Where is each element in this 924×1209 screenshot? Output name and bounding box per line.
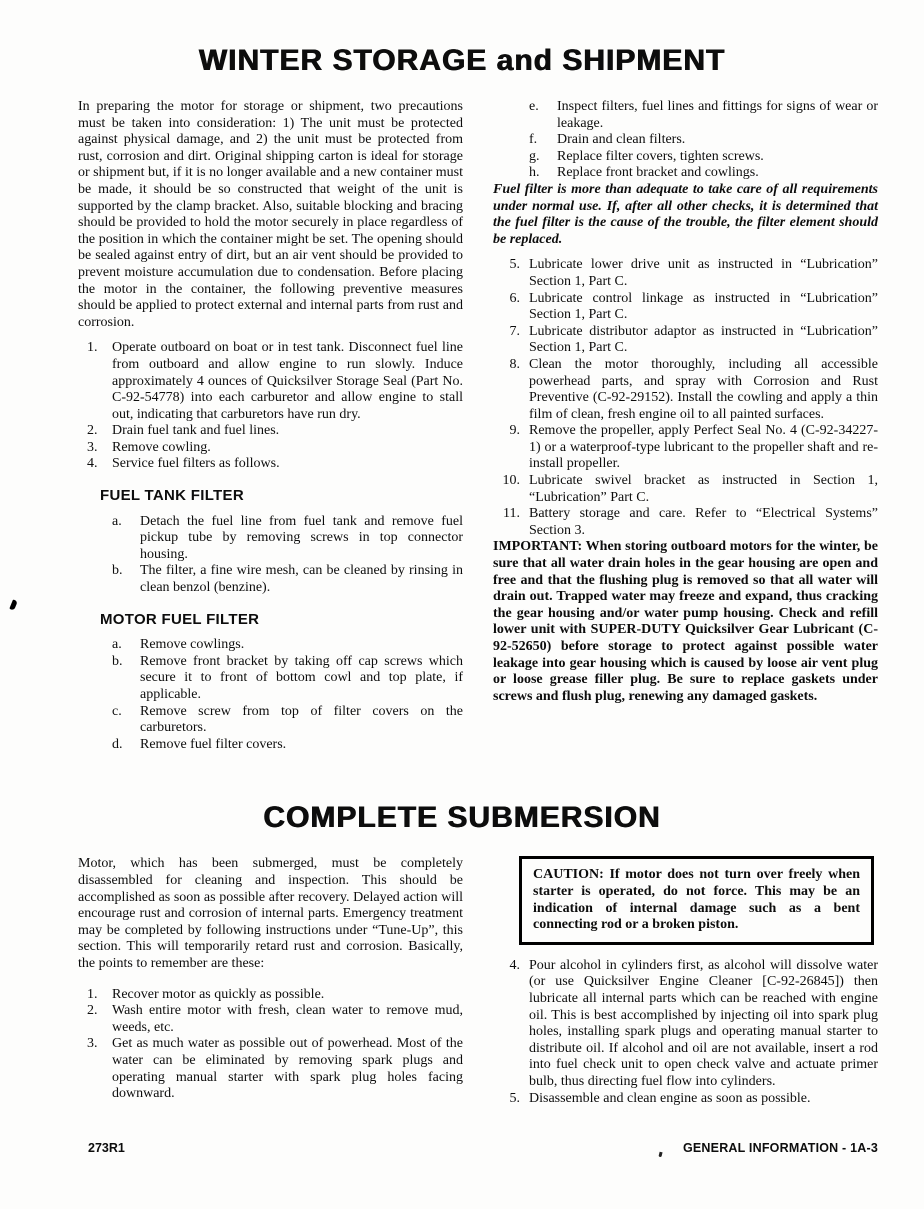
footer-section-label: GENERAL INFORMATION - 1A-3 [682, 1141, 878, 1155]
item-text: Remove cowlings. [140, 637, 245, 653]
section-title-winter-storage: WINTER STORAGE and SHIPMENT [198, 44, 726, 77]
item-number: 5. [509, 257, 520, 273]
item-letter: b. [112, 563, 123, 579]
item-text: Drain and clean filters. [557, 132, 686, 148]
item-number: 1. [87, 986, 98, 1002]
item-number: 3. [87, 439, 98, 455]
caution-box: CAUTION: If motor does not turn over freely when starter is operated, do not force. This may be an indication of internal damage such as a bent connecting rod or a broken piston. [519, 856, 874, 944]
item-text: Remove screw from top of filter covers on the carburetors. [140, 703, 463, 736]
list-item [493, 357, 878, 423]
item-text: Operate outboard on boat or in test tank. Disconnect fuel line from outboard and allow engine to run slowly. Induce approximately 4 ounces of Quicksilver Storage Seal (Part No. C-92-54778) into each carburetor and allow engine to stall out, indicating that carburetors have run dry. [112, 340, 463, 422]
list-item [112, 637, 463, 654]
list-item [78, 423, 463, 440]
item-letter: g. [529, 148, 540, 164]
list-item [493, 257, 878, 290]
list-item [112, 704, 463, 737]
item-letter: e. [529, 99, 539, 114]
item-number: 9. [509, 423, 520, 439]
scan-artifact-speck [658, 1152, 662, 1158]
item-text: Drain fuel tank and fuel lines. [112, 423, 280, 439]
item-text: Lubricate lower drive unit as instructed in “Lubrication” Section 1, Part C. [529, 257, 878, 289]
list-item [78, 456, 463, 473]
list-item [493, 423, 878, 473]
item-text: Recover motor as quickly as possible. [112, 986, 325, 1002]
submersion-left-column [78, 856, 463, 1107]
lettered-list [112, 514, 463, 597]
item-letter: a. [112, 513, 122, 529]
item-letter: c. [112, 703, 122, 719]
numbered-list [78, 987, 463, 1103]
list-item [493, 958, 878, 1091]
list-item [78, 1003, 463, 1036]
fuel-tank-filter-heading: FUEL TANK FILTER [100, 487, 244, 505]
item-number: 8. [509, 356, 520, 372]
item-text: Battery storage and care. Refer to “Electrical Systems” Section 3. [529, 506, 878, 538]
item-letter: d. [112, 736, 123, 752]
item-number: 3. [87, 1036, 98, 1052]
list-item [493, 506, 878, 539]
numbered-list [493, 958, 878, 1107]
list-item [529, 132, 878, 149]
item-text: Lubricate swivel bracket as instructed in Section 1, “Lubrication” Part C. [529, 473, 878, 505]
item-number: 2. [87, 1003, 98, 1019]
item-text: Replace front bracket and cowlings. [557, 165, 759, 181]
lettered-list [112, 637, 463, 753]
item-number: 6. [509, 290, 520, 306]
list-item [493, 291, 878, 324]
section-title-complete-submersion: COMPLETE SUBMERSION [263, 801, 661, 835]
item-letter: h. [529, 165, 540, 181]
list-item [493, 1091, 878, 1108]
item-text: Pour alcohol in cylinders first, as alcohol will dissolve water (or use Quicksilver Engine Cleaner [C-92-26845]) then lubricate all internal parts which can be reached with engine oil. This is best accomplished by injecting oil into spark plug holes, installing spark plugs and operating manual starter to distribute oil. If alcohol and oil are not available, insert a rod into fuel check unit to open check valve and actuate primer bulb, thus directing fuel flow into cylinders. [529, 957, 878, 1089]
list-item [529, 99, 878, 132]
item-text: Inspect filters, fuel lines and fittings for signs of wear or leakage. [557, 99, 878, 131]
item-letter: b. [112, 653, 123, 669]
motor-fuel-filter-heading: MOTOR FUEL FILTER [100, 610, 260, 628]
list-item [112, 514, 463, 564]
list-item [112, 654, 463, 704]
intro-paragraph: In preparing the motor for storage or shipment, two precautions must be taken into consideration: 1) The unit must be protected against physical damage, and 2) the unit must be protected from rust, corrosion and dirt. Original shipping carton is ideal for storage or shipment but, if it is no longer available and a new container must be made, it should be so constructed that weight of the unit is supported by the clamp bracket. Also, suitable blocking and bracing should be provided to hold the motor securely in place regardless of the position in which the container might be set. The opening should be sealed against entry of dirt, but an air vent should be provided to prevent moisture accumulation due to condensation. Before placing the motor in the container, the following preventive measures should be applied to protect external and internal parts from rust and corrosion. [78, 99, 463, 330]
item-number: 7. [509, 323, 520, 339]
item-text: Remove cowling. [112, 439, 211, 455]
winter-storage-right-column [493, 99, 878, 753]
item-number: 10. [502, 473, 520, 489]
item-text: Clean the motor thoroughly, including all accessible powerhead parts, and spray with Corrosion and Rust Preventive (C-92-29152). Install the cowling and apply a thin film of clean, fresh engine oil to all painted surfaces. [529, 356, 878, 422]
item-number: 5. [509, 1090, 520, 1106]
item-number: 4. [87, 456, 98, 472]
submersion-right-column [493, 856, 878, 1107]
complete-submersion-columns [0, 856, 924, 1107]
item-text: Remove fuel filter covers. [140, 736, 287, 752]
item-text: Lubricate control linkage as instructed in “Lubrication” Section 1, Part C. [529, 290, 878, 323]
list-item [529, 149, 878, 166]
winter-storage-left-column [78, 99, 463, 753]
lettered-list [529, 99, 878, 182]
list-item [493, 324, 878, 357]
list-item [78, 340, 463, 423]
item-text: Wash entire motor with fresh, clean water to remove mud, weeds, etc. [112, 1003, 463, 1035]
item-number: 4. [509, 957, 520, 973]
item-text: Remove front bracket by taking off cap screws which secure it to front of bottom cowl and top plate, if applicable. [140, 653, 463, 702]
item-text: Detach the fuel line from fuel tank and remove fuel pickup tube by removing screws in top connector housing. [140, 513, 463, 562]
item-text: The filter, a fine wire mesh, can be cleaned by rinsing in clean benzol (benzine). [140, 563, 463, 596]
numbered-list [78, 340, 463, 473]
item-text: Replace filter covers, tighten screws. [557, 148, 764, 164]
list-item [493, 473, 878, 506]
item-text: Get as much water as possible out of powerhead. Most of the water can be eliminated by removing spark plugs and operating manual starter with spark plug holes facing downward. [112, 1036, 463, 1102]
item-text: Disassemble and clean engine as soon as possible. [529, 1090, 811, 1106]
item-number: 1. [87, 340, 98, 356]
important-paragraph: IMPORTANT: When storing outboard motors for the winter, be sure that all water drain holes in the gear housing are open and free and that the flushing plug is removed so that all water will drain out. Trapped water may freeze and expand, thus cracking the gear housing and/or water pump housing. Check and refill lower unit with SUPER-DUTY Quicksilver Gear Lubricant (C-92-52650) before storage to protect against possible water leakage into gear housing which is caused by loose air vent plug or loose grease filler plug. Be sure to replace gaskets under screws and flush plug, renewing any damaged gaskets. [493, 539, 878, 704]
item-text: Remove the propeller, apply Perfect Seal No. 4 (C-92-34227-1) or a waterproof-type lubricant to the propeller shaft and re-install propeller. [529, 423, 878, 472]
footer-document-code: 273R1 [88, 1141, 125, 1155]
item-number: 11. [503, 506, 520, 522]
list-item [112, 737, 463, 754]
winter-storage-columns [0, 99, 924, 753]
item-text: Service fuel filters as follows. [112, 456, 280, 472]
intro-paragraph: Motor, which has been submerged, must be completely disassembled for cleaning and inspection. This should be accomplished as soon as possible after recovery. Delayed action will encourage rust and corrosion of internal parts. Emergency treatment may be completed by following instructions under “Tune-Up”, this section. This will temporarily retard rust and corrosion. Basically, the points to remember are these: [78, 856, 463, 971]
fuel-filter-note: Fuel filter is more than adequate to take care of all requirements under normal use. If, after all other checks, it is determined that the fuel filter is the cause of the trouble, the filter element should be replaced. [493, 181, 878, 247]
item-text: Lubricate distributor adaptor as instructed in “Lubrication” Section 1, Part C. [529, 323, 878, 356]
item-number: 2. [87, 423, 98, 439]
item-letter: f. [529, 132, 538, 148]
list-item [529, 165, 878, 182]
list-item [78, 987, 463, 1004]
item-letter: a. [112, 637, 122, 653]
numbered-list [493, 257, 878, 539]
list-item [78, 1036, 463, 1102]
list-item [112, 563, 463, 596]
list-item [78, 440, 463, 457]
